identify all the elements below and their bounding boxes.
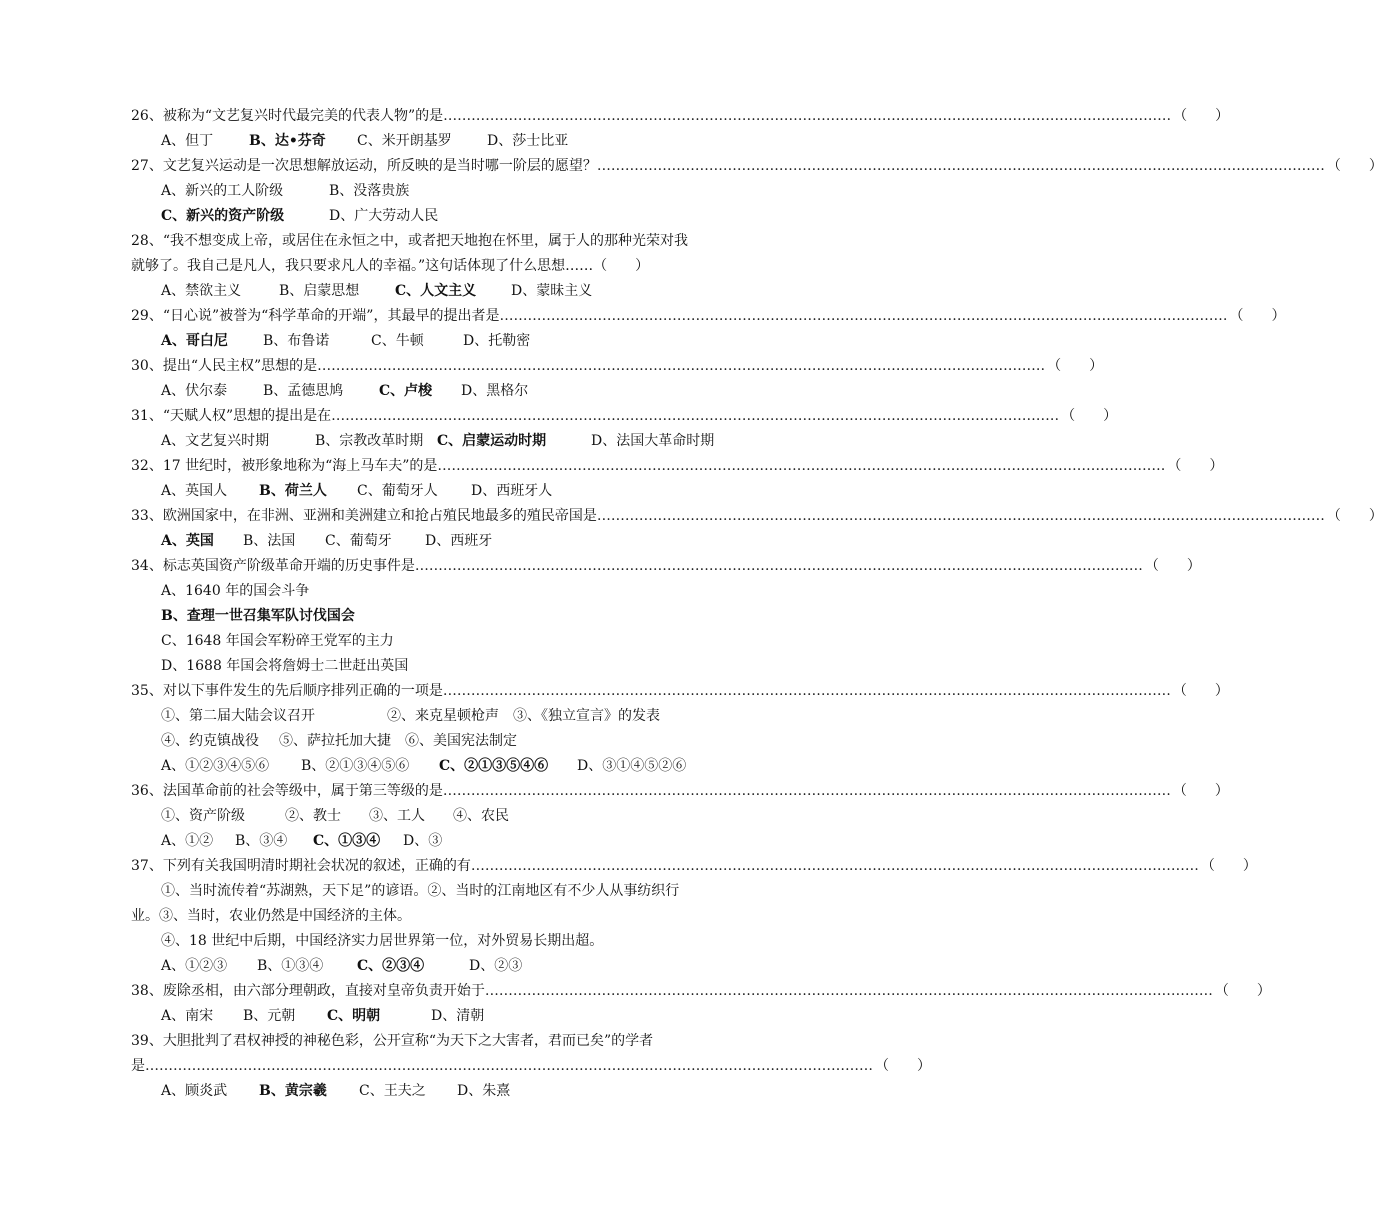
- question-31-options: [161, 431, 714, 451]
- question-32-options: [161, 481, 552, 501]
- item: ②、教士: [285, 808, 341, 824]
- option-d: D、蒙昧主义: [511, 283, 593, 299]
- option-b: B、法国: [243, 533, 296, 549]
- option-c: C、王夫之: [359, 1083, 426, 1099]
- option-d: D、1688 年国会将詹姆士二世赶出英国: [161, 658, 409, 674]
- question-29-stem: 29、“日心说”被誉为“科学革命的开端”，其最早的提出者是 ………………………………………………………………………………………………………………………………………… （ ）: [131, 308, 1286, 324]
- question-34-stem: 34、标志英国资产阶级革命开端的历史事件是 ………………………………………………………………………………………………………………………………………… （ ）: [131, 558, 1201, 574]
- item: ①、资产阶级: [161, 808, 245, 824]
- option-c: C、卢梭: [379, 383, 433, 399]
- option-d: D、法国大革命时期: [591, 433, 715, 449]
- item: ⑤、萨拉托加大捷: [279, 733, 391, 749]
- question-39-stem-line1: 39、大胆批判了君权神授的神秘色彩，公开宣称“为天下之大害者，君而已矣”的学者: [131, 1033, 654, 1049]
- question-37-items-line3: ④、18 世纪中后期，中国经济实力居世界第一位，对外贸易长期出超。: [161, 933, 604, 949]
- option-d: D、广大劳动人民: [329, 208, 439, 224]
- option-d: D、朱熹: [457, 1083, 511, 1099]
- option-a: A、1640 年的国会斗争: [161, 583, 310, 599]
- item: ①、第二届大陆会议召开: [161, 708, 315, 724]
- question-31-stem: 31、“天赋人权”思想的提出是在 ………………………………………………………………………………………………………………………………………… （ ）: [131, 408, 1118, 424]
- option-d: D、③: [403, 833, 443, 849]
- question-28-stem-line2: 就够了。我自己是凡人，我只要求凡人的幸福。”这句话体现了什么思想……（ ）: [131, 258, 650, 274]
- item: ③、工人: [369, 808, 425, 824]
- item: ⑥、美国宪法制定: [405, 733, 517, 749]
- question-37-items-line2: 业。③、当时，农业仍然是中国经济的主体。: [131, 908, 411, 924]
- question-36-options: [161, 831, 442, 851]
- question-38-options: [161, 1006, 484, 1026]
- option-d: D、黑格尔: [461, 383, 529, 399]
- question-35-stem: 35、对以下事件发生的先后顺序排列正确的一项是 ………………………………………………………………………………………………………………………………………… （ ）: [131, 683, 1229, 699]
- option-d: D、西班牙: [425, 533, 493, 549]
- option-d: D、③①④⑤②⑥: [577, 758, 687, 774]
- question-30-options: [161, 381, 528, 401]
- option-a: A、禁欲主义: [161, 283, 242, 299]
- option-a: A、但丁: [161, 133, 214, 149]
- question-37-stem: 37、下列有关我国明清时期社会状况的叙述，正确的有 ………………………………………………………………………………………………………………………………………… （ ）: [131, 858, 1257, 874]
- question-35-options: [161, 756, 686, 776]
- option-c: C、人文主义: [395, 283, 477, 299]
- option-b: B、宗教改革时期: [315, 433, 424, 449]
- option-a: A、哥白尼: [161, 333, 228, 349]
- option-a: A、顾炎武: [161, 1083, 228, 1099]
- option-a: A、①②③: [161, 958, 228, 974]
- option-c: C、②③④: [357, 958, 425, 974]
- option-b: B、②①③④⑤⑥: [301, 758, 410, 774]
- option-d: D、清朝: [431, 1008, 485, 1024]
- option-c: C、葡萄牙人: [357, 483, 438, 499]
- option-c: C、①③④: [313, 833, 381, 849]
- question-27-options-row1: [161, 181, 409, 201]
- item: ④、约克镇战役: [161, 733, 259, 749]
- option-a: A、①②: [161, 833, 214, 849]
- option-a: A、伏尔泰: [161, 383, 228, 399]
- option-c: C、②①③⑤④⑥: [439, 758, 549, 774]
- option-a: A、英国: [161, 533, 214, 549]
- option-b: B、元朝: [243, 1008, 296, 1024]
- question-39-options: [161, 1081, 510, 1101]
- question-36-stem: 36、法国革命前的社会等级中，属于第三等级的是 ………………………………………………………………………………………………………………………………………… （ ）: [131, 783, 1229, 799]
- question-37-options: [161, 956, 522, 976]
- option-d: D、莎士比亚: [487, 133, 569, 149]
- option-c: C、牛顿: [371, 333, 424, 349]
- option-c: C、新兴的资产阶级: [161, 208, 285, 224]
- question-35-items-row1: [161, 706, 660, 726]
- option-c: C、1648 年国会军粉碎王党军的主力: [161, 633, 394, 649]
- option-b: B、荷兰人: [259, 483, 327, 499]
- option-d: D、②③: [469, 958, 523, 974]
- question-38-stem: 38、废除丞相，由六部分理朝政，直接对皇帝负责开始于 ………………………………………………………………………………………………………………………………………… （ ）: [131, 983, 1271, 999]
- question-26-options: [161, 131, 568, 151]
- option-c: C、明朝: [327, 1008, 381, 1024]
- question-39-stem-line2: 是 ………………………………………………………………………………………………………………………………………… （ ）: [131, 1058, 931, 1074]
- option-b: B、查理一世召集军队讨伐国会: [161, 608, 355, 624]
- option-b: B、达•芬奇: [249, 133, 326, 149]
- question-27-stem: 27、文艺复兴运动是一次思想解放运动，所反映的是当时哪一阶层的愿望？ ………………………………………………………………………………………………………………………………………… （ ）: [131, 158, 1383, 174]
- question-32-stem: 32、17 世纪时，被形象地称为“海上马车夫”的是 ………………………………………………………………………………………………………………………………………… （ ）: [131, 458, 1224, 474]
- option-a: A、南宋: [161, 1008, 214, 1024]
- question-28-stem-line1: 28、“我不想变成上帝，或居住在永恒之中，或者把天地抱在怀里，属于人的那种光荣对我: [131, 233, 688, 249]
- option-b: B、①③④: [257, 958, 324, 974]
- question-33-stem: 33、欧洲国家中，在非洲、亚洲和美洲建立和抢占殖民地最多的殖民帝国是 ………………………………………………………………………………………………………………………………………… （ ）: [131, 508, 1383, 524]
- option-b: B、黄宗羲: [259, 1083, 327, 1099]
- option-b: B、没落贵族: [329, 183, 410, 199]
- option-a: A、①②③④⑤⑥: [161, 758, 270, 774]
- question-29-options: [161, 331, 530, 351]
- question-30-stem: 30、提出“人民主权”思想的是 ………………………………………………………………………………………………………………………………………… （ ）: [131, 358, 1104, 374]
- question-33-options: [161, 531, 492, 551]
- option-a: A、英国人: [161, 483, 228, 499]
- question-28-options: [161, 281, 592, 301]
- item: ②、来克星顿枪声: [387, 708, 499, 724]
- item: ③、《独立宣言》的发表: [513, 708, 660, 724]
- option-b: B、孟德思鸠: [263, 383, 344, 399]
- question-37-items-line1: ①、当时流传着“苏湖熟，天下足”的谚语。②、当时的江南地区有不少人从事纺织行: [161, 883, 680, 899]
- option-a: A、新兴的工人阶级: [161, 183, 284, 199]
- option-b: B、③④: [235, 833, 288, 849]
- option-d: D、西班牙人: [471, 483, 553, 499]
- item: ④、农民: [453, 808, 509, 824]
- question-35-items-row2: [161, 731, 517, 751]
- option-c: C、葡萄牙: [325, 533, 392, 549]
- question-26-stem: 26、被称为“文艺复兴时代最完美的代表人物”的是 ………………………………………………………………………………………………………………………………………… （ ）: [131, 108, 1230, 124]
- question-36-items: [161, 806, 509, 826]
- option-c: C、米开朗基罗: [357, 133, 452, 149]
- question-27-options-row2: [161, 206, 438, 226]
- option-d: D、托勒密: [463, 333, 531, 349]
- option-a: A、文艺复兴时期: [161, 433, 270, 449]
- option-c: C、启蒙运动时期: [437, 433, 547, 449]
- option-b: B、启蒙思想: [279, 283, 360, 299]
- option-b: B、布鲁诺: [263, 333, 330, 349]
